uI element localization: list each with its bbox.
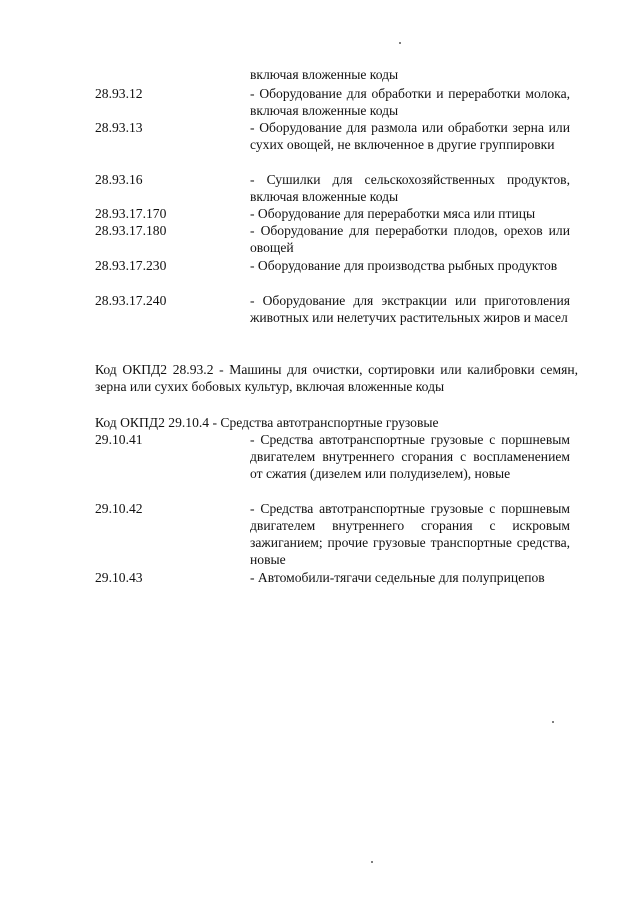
item-code: 28.93.17.180: [95, 223, 167, 238]
item-code: 28.93.17.240: [95, 293, 167, 308]
item-code: 29.10.43: [95, 570, 143, 585]
item-description: - Оборудование для экстракции или приготовления животных или нелетучих растительных жиров и масел: [250, 293, 570, 325]
item-code: 28.93.17.230: [95, 258, 167, 273]
item-code: 28.93.17.170: [95, 206, 167, 221]
item-description: - Оборудование для производства рыбных продуктов: [250, 258, 558, 273]
item-code: 28.93.13: [95, 120, 143, 135]
continuation-text: включая вложенные коды: [250, 67, 399, 82]
section-heading-29-10-4: Код ОКПД2 29.10.4 - Средства автотранспортные грузовые: [95, 415, 439, 430]
scan-speck: [399, 42, 401, 44]
item-code: 28.93.12: [95, 86, 143, 101]
item-description: - Оборудование для обработки и переработки молока, включая вложенные коды: [250, 86, 570, 118]
item-description: - Оборудование для переработки мяса или птицы: [250, 206, 536, 221]
item-description: - Оборудование для размола или обработки зерна или сухих овощей, не включенное в другие группировки: [250, 120, 570, 152]
item-description: - Средства автотранспортные грузовые с поршневым двигателем внутреннего сгорания с искровым зажиганием; прочие грузовые транспортные средства, новые: [250, 501, 570, 567]
item-code: 29.10.41: [95, 432, 143, 447]
item-description: - Автомобили-тягачи седельные для полуприцепов: [250, 570, 545, 585]
item-description: - Оборудование для переработки плодов, орехов или овощей: [250, 223, 570, 255]
scan-speck: [552, 721, 554, 723]
scan-speck: [371, 861, 373, 863]
item-code: 29.10.42: [95, 501, 143, 516]
item-description: - Средства автотранспортные грузовые с поршневым двигателем внутреннего сгорания с воспламенением от сжатия (дизелем или полудизелем), новые: [250, 432, 570, 481]
section-heading-28-93-2: Код ОКПД2 28.93.2 - Машины для очистки, сортировки или калибровки семян, зерна или сухих бобовых культур, включая вложенные коды: [95, 362, 578, 394]
item-description: - Сушилки для сельскохозяйственных продуктов, включая вложенные коды: [250, 172, 570, 204]
item-code: 28.93.16: [95, 172, 143, 187]
